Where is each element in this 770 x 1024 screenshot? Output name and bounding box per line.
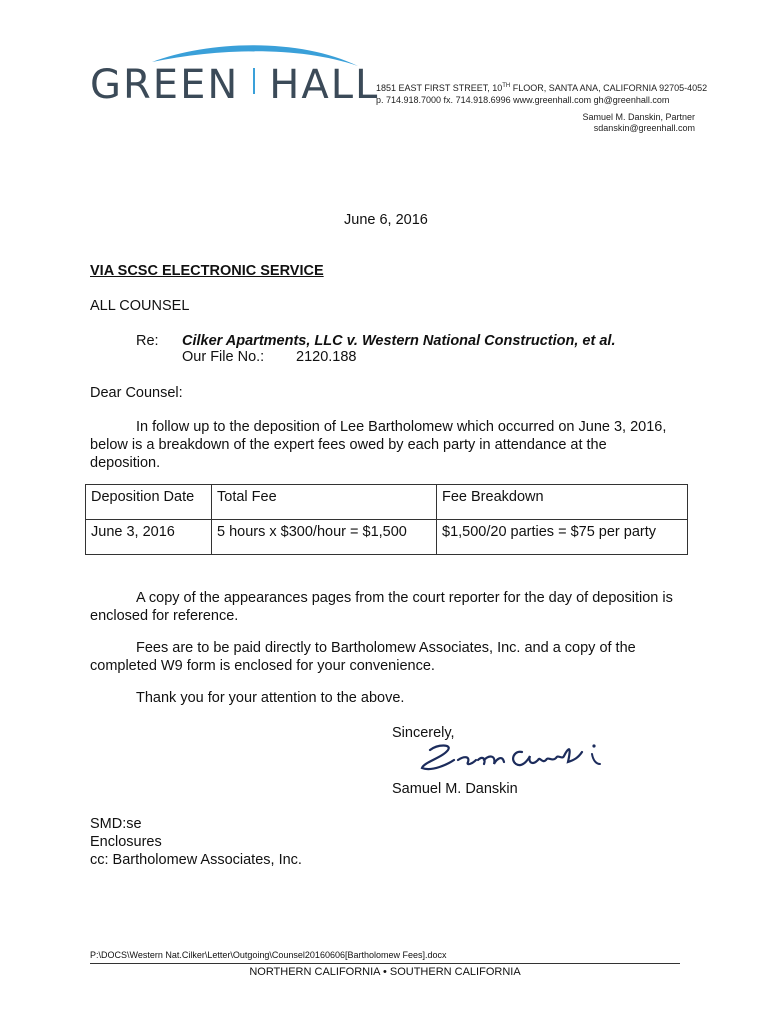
logo-word-green: GREEN (90, 62, 240, 108)
file-number: 2120.188 (296, 349, 357, 365)
salutation: Dear Counsel: (90, 385, 183, 401)
re-label: Re: (136, 333, 159, 349)
fee-table (85, 484, 688, 555)
fee-table-header-breakdown: Fee Breakdown (437, 485, 688, 520)
fee-table-cell-breakdown: $1,500/20 parties = $75 per party (437, 520, 688, 555)
fee-table-header-row (86, 485, 688, 520)
paragraph-fees-text: Fees are to be paid directly to Bartholomew Associates, Inc. and a copy of the completed W9 form is enclosed for your convenience. (90, 640, 636, 674)
recipient: ALL COUNSEL (90, 298, 190, 314)
paragraph-appearances-text: A copy of the appearances pages from the court reporter for the day of deposition is enclosed for reference. (90, 590, 673, 624)
delivery-method: VIA SCSC ELECTRONIC SERVICE (90, 263, 324, 279)
address-line-end: FLOOR, SANTA ANA, CALIFORNIA 92705-4052 (510, 83, 708, 93)
enclosures-note: Enclosures (90, 834, 162, 850)
document-path: P:\DOCS\Western Nat.Cilker\Letter\Outgoing\Counsel20160606[Bartholomew Fees].docx (90, 950, 447, 960)
address-line-start: 1851 EAST FIRST STREET, 10 (376, 83, 503, 93)
company-logo (90, 62, 379, 108)
logo-word-hall: HALL (269, 62, 380, 108)
footer-divider (90, 963, 680, 964)
paragraph-fees (90, 639, 680, 675)
paragraph-intro (90, 418, 680, 472)
initials: SMD:se (90, 816, 142, 832)
firm-street-address (376, 80, 707, 94)
fee-table-header-total: Total Fee (212, 485, 437, 520)
partner-email: sdanskin@greenhall.com (593, 123, 695, 133)
table-row (86, 520, 688, 555)
partner-block (582, 112, 695, 134)
paragraph-thanks: Thank you for your attention to the above. (136, 690, 405, 706)
fee-table-cell-date: June 3, 2016 (86, 520, 212, 555)
cc-line: cc: Bartholomew Associates, Inc. (90, 852, 302, 868)
footer-regions: NORTHERN CALIFORNIA • SOUTHERN CALIFORNIA (249, 966, 521, 978)
case-name: Cilker Apartments, LLC v. Western National Construction, et al. (182, 333, 616, 349)
firm-address-block (376, 80, 707, 106)
firm-contact-line: p. 714.918.7000 fx. 714.918.6996 www.greenhall.com gh@greenhall.com (376, 95, 670, 105)
logo-separator (253, 68, 255, 94)
closing: Sincerely, (392, 725, 455, 741)
paragraph-appearances (90, 589, 680, 625)
letter-date: June 6, 2016 (344, 212, 428, 228)
file-number-label: Our File No.: (182, 349, 265, 365)
handwritten-signature (418, 738, 608, 778)
fee-table-header-date: Deposition Date (86, 485, 212, 520)
partner-name: Samuel M. Danskin, Partner (582, 112, 695, 122)
paragraph-intro-text: In follow up to the deposition of Lee Bartholomew which occurred on June 3, 2016, below is a breakdown of the expert fees owed by each party in attendance at the deposition. (90, 419, 667, 471)
signer-name: Samuel M. Danskin (392, 781, 518, 797)
address-superscript: TH (502, 83, 511, 89)
fee-table-cell-total: 5 hours x $300/hour = $1,500 (212, 520, 437, 555)
